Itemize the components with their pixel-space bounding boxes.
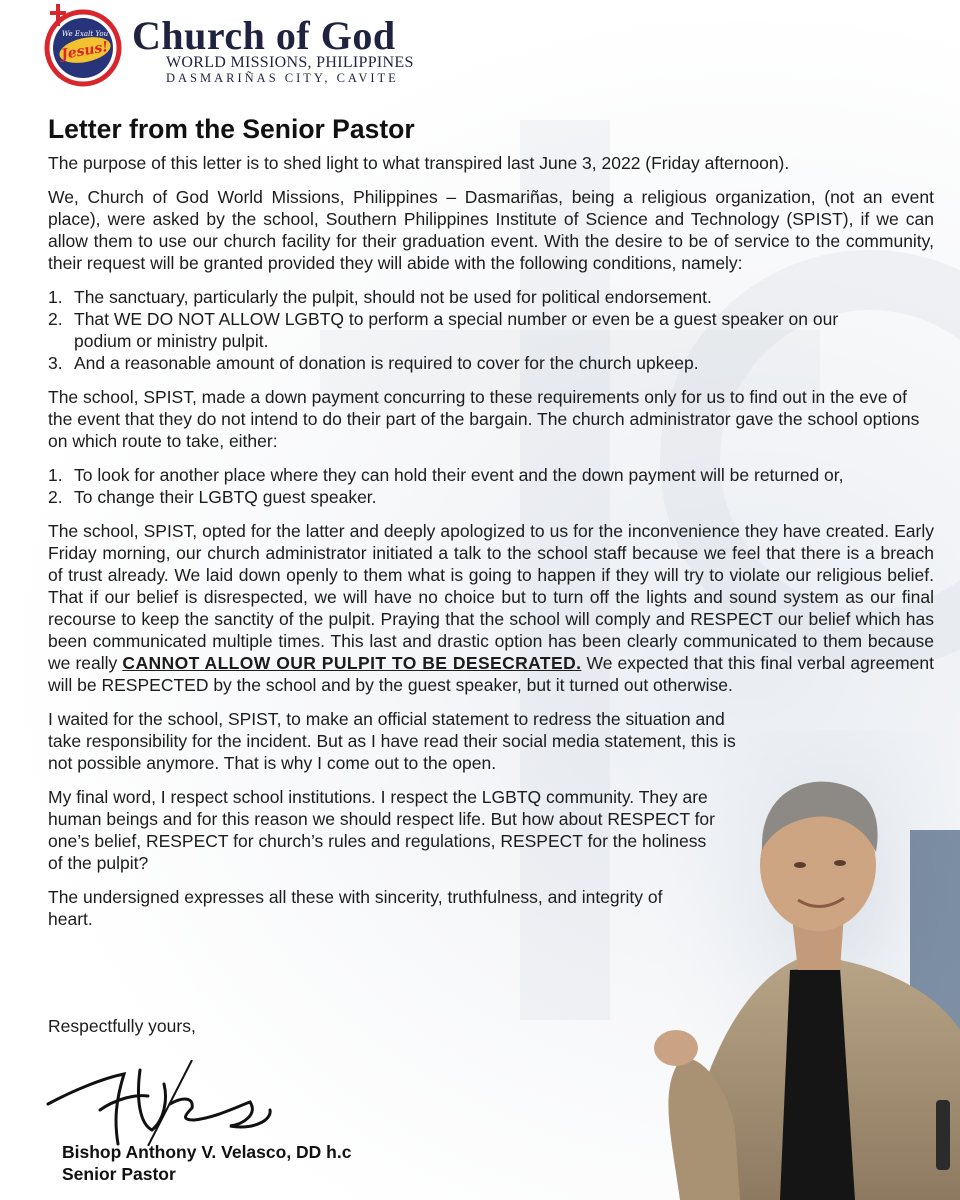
church-logo [42, 2, 124, 90]
signer-name: Bishop Anthony V. Velasco, DD h.c [62, 1142, 352, 1162]
list-number: 2. [48, 309, 63, 329]
list-item [48, 308, 934, 352]
list-item [48, 286, 934, 308]
church-subtitle: WORLD MISSIONS, PHILIPPINES [166, 54, 414, 71]
paragraph-down-payment: The school, SPIST, made a down payment concurring to these requirements only for us to find out in the eve of the event that they do not intend to do their part of the bargain. The church administrator gave the school options on which route to take, either: [48, 387, 920, 451]
church-city: DASMARIÑAS CITY, CAVITE [166, 71, 399, 85]
closing-line: Respectfully yours, [48, 1016, 196, 1036]
list-text: And a reasonable amount of donation is required to cover for the church upkeep. [74, 353, 699, 373]
logo-text-top: We Exalt You [61, 30, 109, 38]
incident-text-a: The school, SPIST, opted for the latter and deeply apologized to us for the inconvenience they have created. Early Friday morning, our church administrator initiated a talk to the school staff because we feel that there is a breach of trust already. We laid down openly to them what is going to happen if they will try to violate our religious belief. That if our belief is disrespected, we will have no choice but to turn off the lights and sound system as our final recourse to keep the sanctity of the pulpit. Praying that the school will comply and RESPECT our belief which has been communicated multiple times. This last and drastic option has been clearly communicated to them because we really [48, 521, 934, 673]
paragraph-incident [48, 520, 934, 696]
paragraph-undersigned: The undersigned expresses all these with sincerity, truthfulness, and integrity of heart. [48, 887, 663, 929]
list-text: That WE DO NOT ALLOW LGBTQ to perform a special number or even be a guest speaker on our podium or ministry pulpit. [74, 309, 839, 351]
logo-text-main: Jesus! [59, 39, 110, 64]
list-text: The sanctuary, particularly the pulpit, should not be used for political endorsement. [74, 287, 712, 307]
paragraph-request: We, Church of God World Missions, Philippines – Dasmariñas, being a religious organization, (not an event place), were asked by the school, Southern Philippines Institute of Science and Technology (SPIST), if we can allow them to use our church facility for their graduation event. With the desire to be of service to the community, their request will be granted provided they will abide with the following conditions, namely: [48, 187, 934, 273]
options-list [48, 464, 934, 508]
list-number: 1. [48, 465, 63, 485]
incident-text-b: We expected that this final verbal agreement will be RESPECTED by the school and by the guest speaker, but it turned out otherwise. [48, 653, 934, 695]
paragraph-final-word: My final word, I respect school institutions. I respect the LGBTQ community. They are human beings and for this reason we should respect life. But how about RESPECT for one’s belief, RESPECT for church’s rules and regulations, RESPECT for the holiness of the pulpit? [48, 787, 715, 873]
list-text: To change their LGBTQ guest speaker. [74, 487, 377, 507]
list-item [48, 352, 934, 374]
signature [44, 1060, 274, 1146]
letter-heading: Letter from the Senior Pastor [48, 114, 415, 144]
church-name: Church of God [132, 13, 396, 58]
conditions-list [48, 286, 934, 374]
paragraph-statement: I waited for the school, SPIST, to make an official statement to redress the situation and take responsibility for the incident. But as I have read their social media statement, this is not possible anymore. That is why I come out to the open. [48, 709, 736, 773]
list-number: 2. [48, 487, 63, 507]
list-number: 3. [48, 353, 63, 373]
list-text: To look for another place where they can hold their event and the down payment will be returned or, [74, 465, 844, 485]
emphasis-text: CANNOT ALLOW OUR PULPIT TO BE DESECRATED. [122, 653, 582, 673]
list-item [48, 464, 934, 486]
signer-title: Senior Pastor [62, 1164, 176, 1184]
letter-body [48, 112, 934, 942]
list-item [48, 486, 934, 508]
list-number: 1. [48, 287, 63, 307]
paragraph-purpose: The purpose of this letter is to shed light to what transpired last June 3, 2022 (Friday afternoon). [48, 153, 790, 173]
